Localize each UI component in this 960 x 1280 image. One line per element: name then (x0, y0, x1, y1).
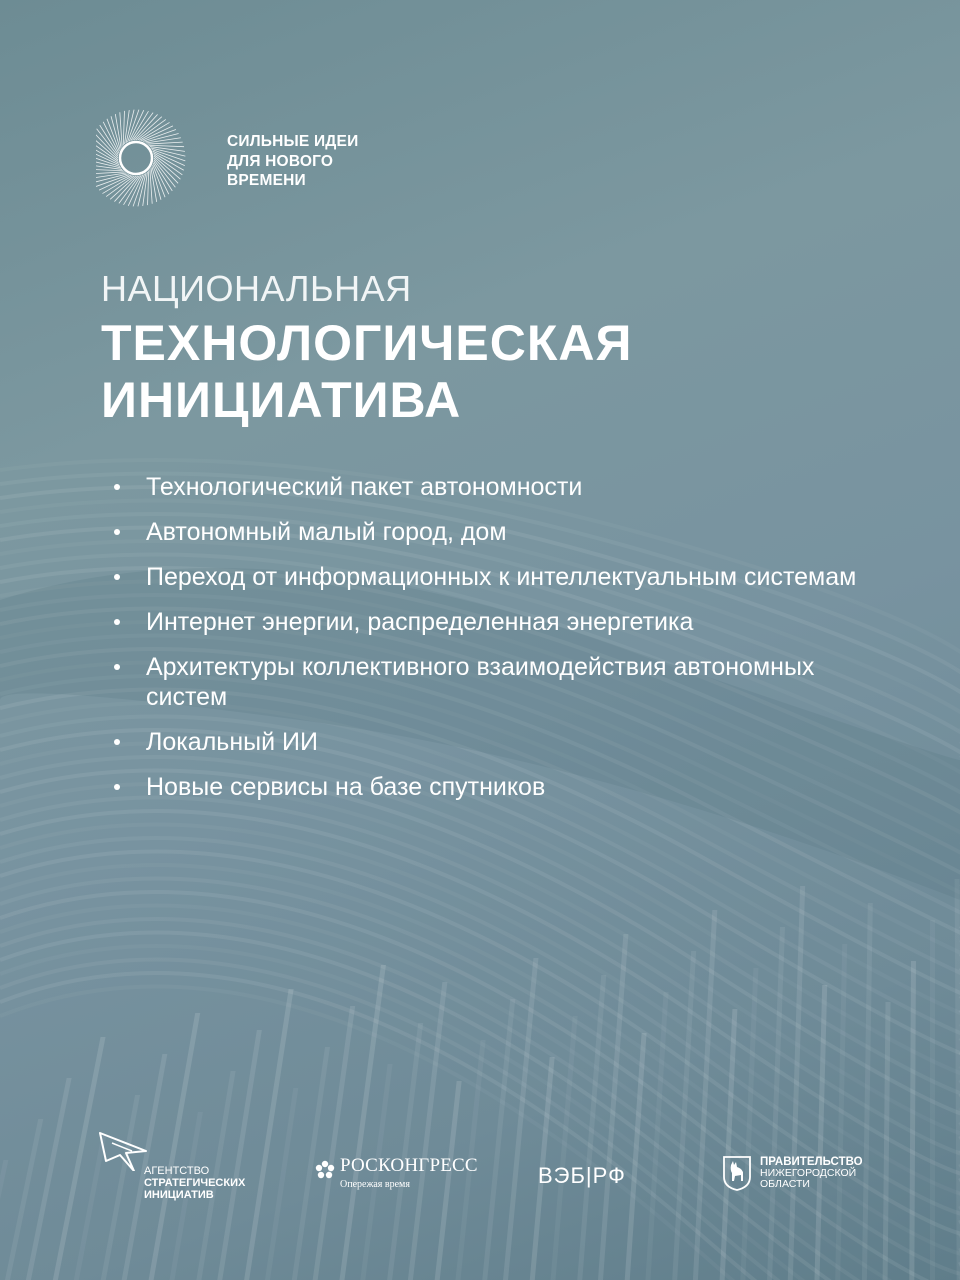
title-bold (101, 315, 632, 429)
bullet-dot-icon (114, 619, 120, 625)
bullet-text: Локальный ИИ (146, 728, 318, 756)
partner-logos (0, 1125, 960, 1205)
roscongress-flower-logo (314, 1159, 336, 1181)
government-line-3: ОБЛАСТИ (760, 1178, 810, 1190)
brand-line-1: СИЛЬНЫЕ ИДЕИ (227, 133, 359, 150)
title-bold-line-1: ТЕХНОЛОГИЧЕСКАЯ (101, 315, 633, 371)
government-text (760, 1157, 863, 1190)
partner-veb (538, 1163, 626, 1189)
bullet-text: Переход от информационных к интеллектуальным системам (146, 563, 857, 591)
bullet-list (114, 472, 894, 817)
asi-arrow-logo (98, 1131, 148, 1171)
bullet-text: Технологический пакет автономности (146, 473, 583, 501)
bullet-item (114, 727, 894, 757)
asi-line-2: СТРАТЕГИЧЕСКИХ (144, 1177, 246, 1189)
bullet-item (114, 517, 894, 547)
roscongress-name: РОСКОНГРЕСС (340, 1155, 478, 1176)
bullet-text: Автономный малый город, дом (146, 518, 507, 546)
asi-line-3: ИНИЦИАТИВ (144, 1189, 214, 1201)
sunburst-ring-logo (96, 100, 206, 210)
bullet-item (114, 607, 894, 637)
brand-slogan (227, 132, 358, 191)
bullet-dot-icon (114, 484, 120, 490)
brand-line-3: ВРЕМЕНИ (227, 172, 306, 189)
nizhny-novgorod-deer-crest (722, 1155, 752, 1191)
brand-line-2: ДЛЯ НОВОГО (227, 152, 334, 170)
bullet-dot-icon (114, 739, 120, 745)
asi-text (144, 1165, 245, 1201)
bullet-item (114, 772, 894, 802)
title-light: НАЦИОНАЛЬНАЯ (101, 268, 412, 309)
asi-line-1: АГЕНТСТВО (144, 1165, 210, 1177)
bullet-dot-icon (114, 529, 120, 535)
roscongress-tagline: Опережая время (340, 1179, 410, 1190)
bullet-text: Интернет энергии, распределенная энергетика (146, 608, 694, 636)
bullet-text: Новые сервисы на базе спутников (146, 773, 546, 801)
government-line-1: ПРАВИТЕЛЬСТВО (760, 1156, 863, 1168)
bullet-dot-icon (114, 574, 120, 580)
bullet-item (114, 652, 894, 712)
title-bold-line-2: ИНИЦИАТИВА (101, 372, 462, 428)
government-line-2: НИЖЕГОРОДСКОЙ (760, 1167, 857, 1179)
bullet-item (114, 562, 894, 592)
veb-logo-text: ВЭБ|РФ (538, 1163, 626, 1188)
bullet-dot-icon (114, 664, 120, 670)
bullet-text: Архитектуры коллективного взаимодействия автономных систем (146, 653, 815, 711)
bullet-item (114, 472, 894, 502)
bullet-dot-icon (114, 784, 120, 790)
